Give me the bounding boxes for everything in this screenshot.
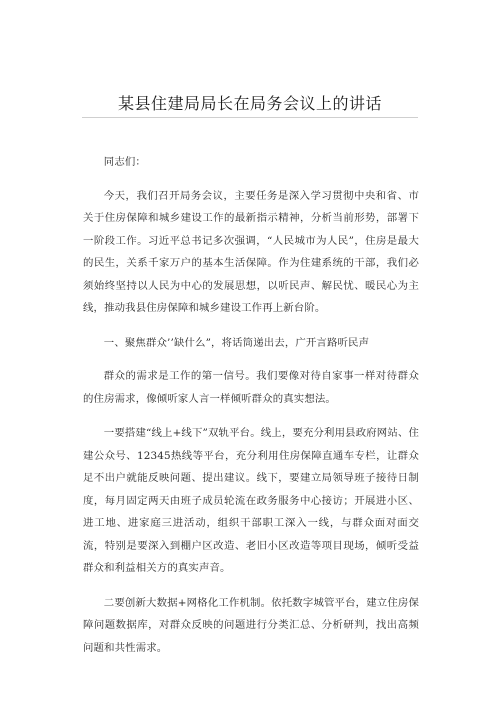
document-body xyxy=(83,151,419,671)
paragraph: 一要搭建“线上+线下”双轨平台。线上，要充分利用县政府网站、住建公众号、12345热线等平台，充分利用住房保障直通车专栏，让群众足不出户就能反映问题、提出建议。线下，要建立局领导班子接待日制度，每月固定两天由班子成员轮流在政务服务中心接访；开展进小区、进工地、进家庭三进活动，组织干部职工深入一线，与群众面对面交流，特别是要深入到棚户区改造、老旧小区改造等项目现场，倾听受益群众和利益相关方的真实声音。 xyxy=(83,427,419,574)
paragraph: 群众的需求是工作的第一信号。我们要像对待自家事一样对待群众的住房需求，像倾听家人言一样倾听群众的真实想法。 xyxy=(83,370,419,405)
paragraph: 二要创新大数据+网格化工作机制。依托数字城管平台，建立住房保障问题数据库，对群众反映的问题进行分类汇总、分析研判，找出高频问题和共性需求。 xyxy=(83,596,419,654)
section-heading-1: 一、聚焦群众’’缺什么”，将话筒递出去，广开言路听民声 xyxy=(103,336,370,349)
page-title: 某县住建局局长在局务会议上的讲话 xyxy=(117,94,382,113)
paragraph-intro: 今天，我们召开局务会议，主要任务是深入学习贯彻中央和省、市关于住房保障和城乡建设工作的最新指示精神，分析当前形势，部署下一阶段工作。习近平总书记多次强调，“人民城市为人民”，住房是最大的民生，关系千家万户的基本生活保障。作为住建系统的干部，我们必须始终坚持以人民为中心的发展思想，以听民声、解民忧、暖民心为主线，推动我县住房保障和城乡建设工作再上新台阶。 xyxy=(83,189,419,314)
title-divider xyxy=(82,117,418,118)
greeting: 同志们： xyxy=(103,156,146,168)
